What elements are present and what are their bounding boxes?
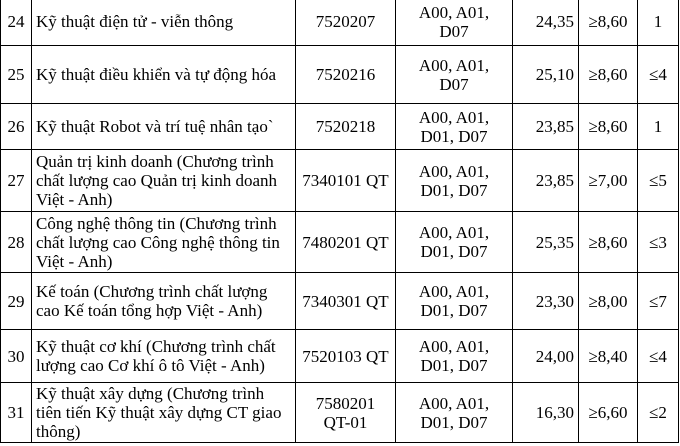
priority-order-cell: 1 bbox=[638, 104, 679, 150]
priority-order-cell: ≤5 bbox=[638, 150, 679, 212]
table-row bbox=[1, 273, 679, 330]
program-name-cell: Kỹ thuật xây dựng (Chương trình tiên tiến Kỹ thuật xây dựng CT giao thông) bbox=[32, 383, 296, 443]
priority-order-cell: ≤4 bbox=[638, 330, 679, 383]
cutoff-score-cell: 23,85 bbox=[513, 150, 579, 212]
program-name-cell: Quản trị kinh doanh (Chương trình chất lượng cao Quản trị kinh doanh Việt - Anh) bbox=[32, 150, 296, 212]
program-code-line: 7340301 QT bbox=[302, 291, 389, 311]
program-code-cell bbox=[296, 46, 396, 104]
minimum-criteria-cell: ≥8,60 bbox=[579, 212, 638, 273]
priority-order-cell: ≤2 bbox=[638, 383, 679, 443]
row-number-cell: 27 bbox=[1, 150, 32, 212]
subject-combos-cell bbox=[396, 330, 513, 383]
minimum-criteria-cell: ≥8,60 bbox=[579, 0, 638, 46]
subject-combo-line: A00, A01, bbox=[418, 223, 490, 242]
subject-combo-line: A00, A01, bbox=[418, 2, 490, 22]
table-row bbox=[1, 212, 679, 273]
subject-combo-line: D01, D07 bbox=[420, 180, 488, 200]
program-code-cell bbox=[296, 273, 396, 330]
minimum-criteria-cell: ≥8,40 bbox=[579, 330, 638, 383]
subject-combo-line: D07 bbox=[439, 21, 469, 41]
program-code-line: 7520216 bbox=[315, 65, 376, 84]
program-code-line: 7520207 bbox=[315, 12, 376, 31]
priority-order-cell: ≤7 bbox=[638, 273, 679, 330]
subject-combos-cell bbox=[396, 0, 513, 46]
minimum-criteria-cell: ≥8,00 bbox=[579, 273, 638, 330]
row-number-cell: 25 bbox=[1, 46, 32, 104]
table-row bbox=[1, 0, 679, 46]
program-code-line: QT-01 bbox=[323, 412, 368, 432]
subject-combo-line: D01, D07 bbox=[420, 126, 488, 146]
program-code-cell bbox=[296, 212, 396, 273]
cutoff-score-cell: 24,35 bbox=[513, 0, 579, 46]
program-code-cell bbox=[296, 330, 396, 383]
table-row bbox=[1, 104, 679, 150]
row-number-cell: 24 bbox=[1, 0, 32, 46]
row-number-cell: 31 bbox=[1, 383, 32, 443]
program-name-cell: Kỹ thuật điện tử - viễn thông bbox=[32, 0, 296, 46]
minimum-criteria-cell: ≥7,00 bbox=[579, 150, 638, 212]
subject-combos-cell bbox=[396, 46, 513, 104]
program-code-line: 7480201 QT bbox=[302, 232, 389, 252]
table-row bbox=[1, 46, 679, 104]
subject-combo-line: D01, D07 bbox=[420, 301, 488, 320]
cutoff-score-cell: 24,00 bbox=[513, 330, 579, 383]
program-code-cell bbox=[296, 150, 396, 212]
minimum-criteria-cell: ≥6,60 bbox=[579, 383, 638, 443]
cutoff-score-cell: 23,85 bbox=[513, 104, 579, 150]
cutoff-score-cell: 25,10 bbox=[513, 46, 579, 104]
row-number-cell: 28 bbox=[1, 212, 32, 273]
subject-combo-line: D01, D07 bbox=[420, 356, 488, 375]
program-code-line: 7520218 bbox=[315, 117, 376, 136]
subject-combo-line: A00, A01, bbox=[418, 337, 490, 356]
subject-combos-cell bbox=[396, 150, 513, 212]
program-name-cell: Công nghệ thông tin (Chương trình chất lượng cao Công nghệ thông tin Việt - Anh) bbox=[32, 212, 296, 273]
minimum-criteria-cell: ≥8,60 bbox=[579, 104, 638, 150]
subject-combos-cell bbox=[396, 212, 513, 273]
program-name-cell: Kế toán (Chương trình chất lượng cao Kế toán tổng hợp Việt - Anh) bbox=[32, 273, 296, 330]
priority-order-cell: 1 bbox=[638, 0, 679, 46]
subject-combo-line: A00, A01, bbox=[418, 282, 490, 301]
row-number-cell: 29 bbox=[1, 273, 32, 330]
subject-combos-cell bbox=[396, 273, 513, 330]
program-name-cell: Kỹ thuật Robot và trí tuệ nhân tạo` bbox=[32, 104, 296, 150]
subject-combos-cell bbox=[396, 104, 513, 150]
program-code-cell bbox=[296, 104, 396, 150]
subject-combo-line: D01, D07 bbox=[420, 242, 488, 261]
subject-combo-line: A00, A01, bbox=[418, 55, 490, 75]
subject-combo-line: D01, D07 bbox=[420, 412, 488, 432]
subject-combo-line: A00, A01, bbox=[418, 393, 490, 413]
subject-combo-line: A00, A01, bbox=[418, 161, 490, 181]
program-code-line: 7580201 bbox=[315, 393, 376, 413]
minimum-criteria-cell: ≥8,60 bbox=[579, 46, 638, 104]
table-row bbox=[1, 150, 679, 212]
table-row bbox=[1, 383, 679, 443]
program-name-cell: Kỹ thuật điều khiển và tự động hóa bbox=[32, 46, 296, 104]
subject-combo-line: D07 bbox=[439, 74, 469, 94]
program-name-cell: Kỹ thuật cơ khí (Chương trình chất lượng cao Cơ khí ô tô Việt - Anh) bbox=[32, 330, 296, 383]
program-code-line: 7340101 QT bbox=[302, 171, 389, 190]
table-body bbox=[1, 0, 679, 443]
program-code-cell bbox=[296, 383, 396, 443]
subject-combos-cell bbox=[396, 383, 513, 443]
cutoff-score-cell: 25,35 bbox=[513, 212, 579, 273]
table-row bbox=[1, 330, 679, 383]
priority-order-cell: ≤3 bbox=[638, 212, 679, 273]
program-code-line: 7520103 QT bbox=[302, 346, 389, 366]
subject-combo-line: A00, A01, bbox=[418, 107, 490, 127]
program-code-cell bbox=[296, 0, 396, 46]
cutoff-score-cell: 16,30 bbox=[513, 383, 579, 443]
priority-order-cell: ≤4 bbox=[638, 46, 679, 104]
cutoff-score-cell: 23,30 bbox=[513, 273, 579, 330]
row-number-cell: 30 bbox=[1, 330, 32, 383]
row-number-cell: 26 bbox=[1, 104, 32, 150]
